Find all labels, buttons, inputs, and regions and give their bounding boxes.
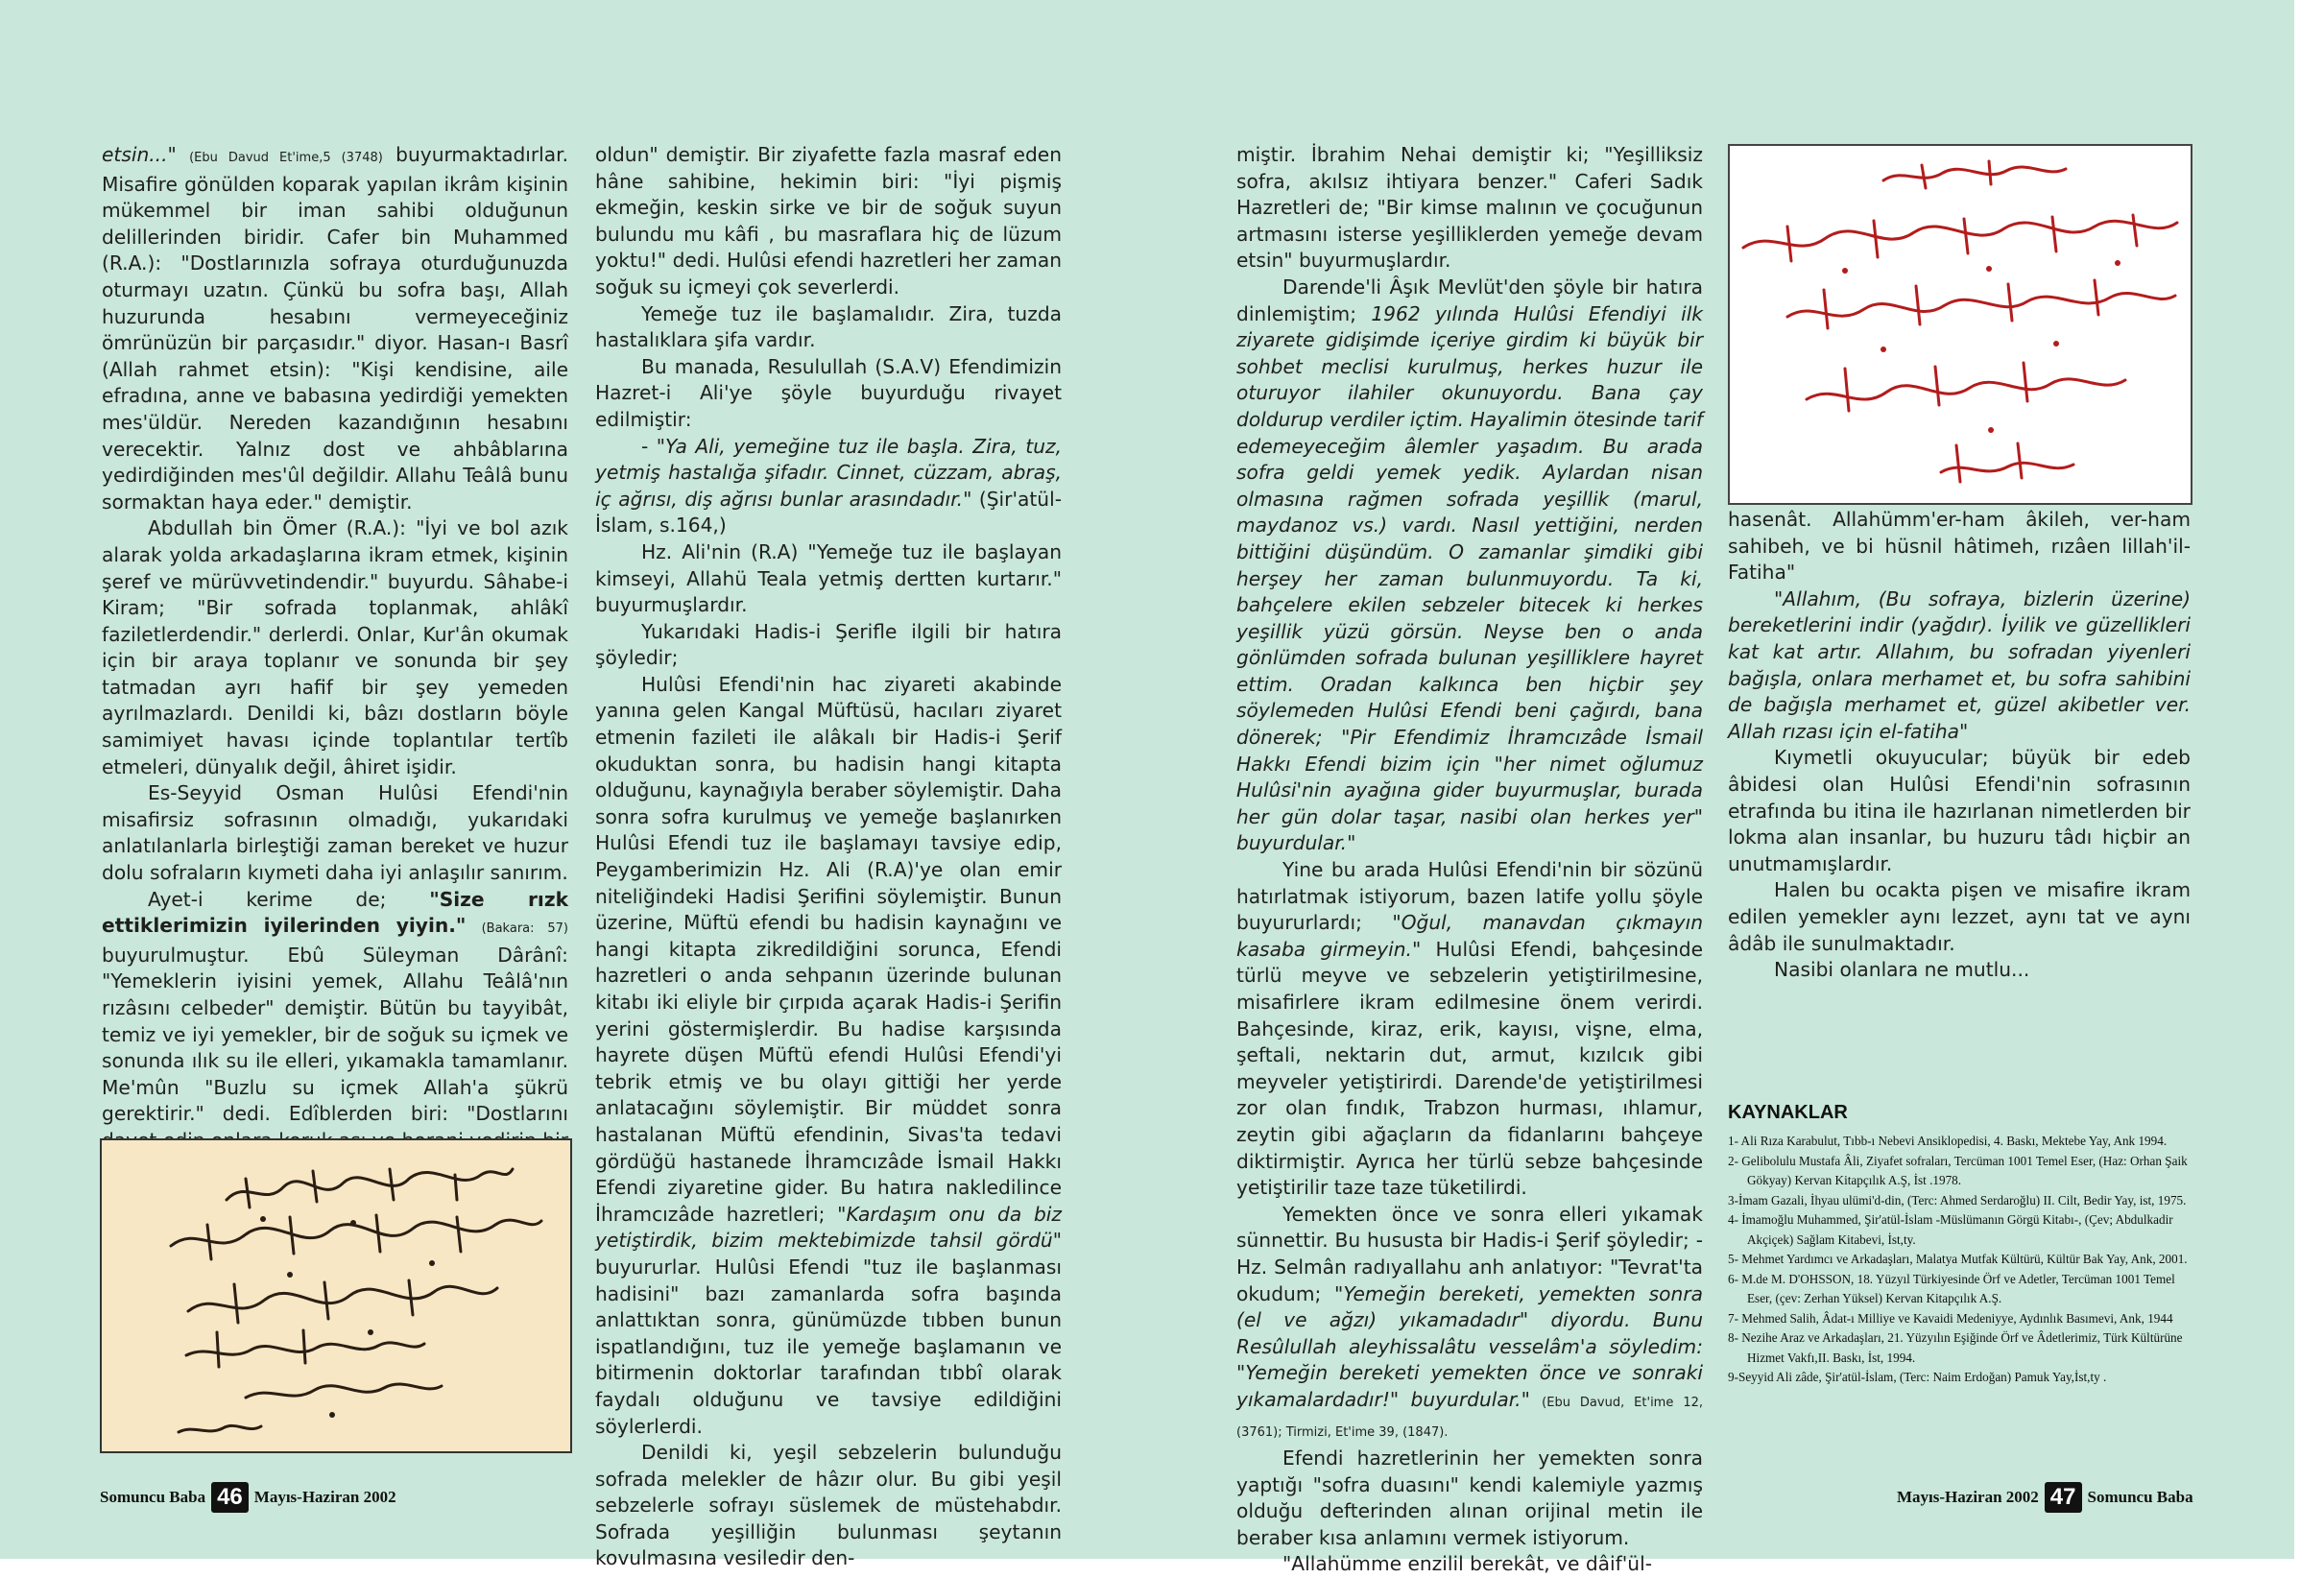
page-number: 47	[2045, 1482, 2082, 1513]
right-page-column-4	[1728, 507, 2191, 984]
paragraph: Abdullah bin Ömer (R.A.): "İyi ve bol azık alarak yolda arkadaşlarına ikram etmek, kişinin şeref ve mürüvvetindendir." buyurdu. Sâhabe-i Kiram; "Bir sofrada toplanmak, ahlâkî faziletlerdendir." derlerdi. Onlar, Kur'ân okumak için bir araya toplanır ve sonunda bir şey tatmadan ayrı hafif bir şey yemeden ayrılmazlardı. Denildi ki, bâzı dostların böyle samimiyet havası içinde toplantılar tertîb etmeleri, dünyalık değil, âhiret işidir.	[102, 516, 568, 778]
footer-date: Mayıs-Haziran 2002	[253, 1488, 396, 1506]
paragraph: Hz. Ali'nin (R.A) "Yemeğe tuz ile başlayan kimseyi, Allahü Teala yetmiş dertten kurtarır." buyurmuşlardır.	[595, 539, 1062, 617]
manuscript-image-arabic-red	[1728, 144, 2192, 505]
source-item: 4- İmamoğlu Muhammed, Şir'atül-İslam -Müslümanın Görgü Kitabı-, (Çev; Abdulkadir Akçiçek) Sağlam Kitabevi, İst,ty.	[1728, 1212, 2173, 1247]
right-page-column-3	[1236, 142, 1703, 1578]
paragraph: Bu manada, Resulullah (S.A.V) Efendimizin Hazret-i Ali'ye şöyle buyurduğu rivayet edilmiştir:	[595, 354, 1062, 431]
source-item: 8- Nezihe Araz ve Arkadaşları, 21. Yüzyılın Eşiğinde Örf ve Âdetlerimiz, Türk Kültürüne Hizmet Vakfı,II. Baskı, İst, 1994.	[1728, 1330, 2183, 1365]
source-item: 2- Gelibolulu Mustafa Âli, Ziyafet sofraları, Tercüman 1001 Temel Eser, (Haz: Orhan Şaik Gökyay) Kervan Kitapçılık A.Ş, İst .1978.	[1728, 1153, 2188, 1187]
paragraph: Kıymetli okuyucular; büyük bir edeb âbidesi olan Hulûsi Efendi'nin sofrasının etrafında bu itina ile hazırlanan nimetlerden bir lokma alan insanlar, bu huzuru tâdı hiçbir an unutmamışlardır.	[1728, 746, 2191, 875]
page-number: 46	[211, 1482, 249, 1513]
paragraph: Yemekten önce ve sonra elleri yıkamak sünnettir. Bu hususta bir Hadis-i Şerif şöyledir; - Hz. Selmân radıyallahu anh anlatıyor: "Tevrat'ta okudum; "Yemeğin bereketi, yemekten sonra (el ve ağzı) yıkamadadır" diyordu. Bunu Resûlullah aleyhissalâtu vesselâm'a söyledim: "Yemeğin bereketi yemekten önce ve sonraki yıkamalardadır!" buyurdular." (Ebu Davud, Et'ime 12, (3761); Tirmizi, Et'ime 39, (1847).	[1236, 1202, 1704, 1440]
paragraph: Es-Seyyid Osman Hulûsi Efendi'nin misafirsiz sofrasının olmadığı, yukarıdaki anlatılanlarla birleştiği zaman bereket ve huzur dolu sofraların kıymeti daha iyi anlaşılır sanırım.	[102, 781, 568, 885]
left-page-column-1	[102, 142, 568, 1181]
paragraph: Yemeğe tuz ile başlamalıdır. Zira, tuzda hastalıklara şifa vardır.	[595, 301, 1062, 352]
sources-title: KAYNAKLAR	[1728, 1102, 1848, 1123]
left-page-footer	[100, 1482, 396, 1513]
paragraph: "Allahım, (Bu sofraya, bizlerin üzerine) bereketlerini indir (yağdır). İyilik ve güzellikleri kat kat artır. Allahım, bu sofradan yiyenleri bağışla, onlara merhamet et, bu sofra sahibini de bağışla merhamet et, güzel akibetler ver. Allah rızası için el-fatiha"	[1728, 586, 2191, 743]
source-item: 3-İmam Gazali, İhyau ulümi'd-din, (Terc: Ahmed Serdaroğlu) II. Cilt, Bedir Yay, ist, 1975.	[1728, 1192, 2187, 1207]
source-item: 6- M.de M. D'OHSSON, 18. Yüzyıl Türkiyesinde Örf ve Adetler, Tercüman 1001 Temel Eser, (çev: Zerhan Yüksel) Kervan Kitapçılık A.Ş.	[1728, 1271, 2175, 1305]
footer-brand: Somuncu Baba	[2087, 1488, 2193, 1506]
paragraph: Darende'li Âşık Mevlüt'den şöyle bir hatıra dinlemiştim; 1962 yılında Hulûsi Efendiyi ilk ziyarete gidişimde içeriye girdim ki büyük bir sohbet meclisi kurulmuş, herkes huzur ile oturuyor ilahiler okunuyordu. Bana çay doldurup verdiler içtim. Hayalimin ötesinde tarif edemeyeceğim âlemler yaşadım. Bu arada sofra geldi yemek yedik. Aylardan nisan olmasına rağmen sofrada yeşillik (marul, maydanoz vs.) vardı. Nasıl yettiğini, nerden bittiğini düşündüm. O zamanlar şimdiki gibi herşey her zaman bulunmuyordu. Ta ki, bahçelere ekilen sebzeler bitecek ki herkes yeşillik yüzü görsün. Neyse ben o anda gönlümden sofrada bulunan yeşilliklere hayret ettim. Oradan kalkınca ben hiçbir şey söylemeden Hulûsi Efendi beni çağırdı, bana dönerek; "Pir Efendimiz İhramcızâde İsmail Hakkı Efendi bizim için "her nimet oğlumuz Hulûsi'nin ayağına gider buyurmuşlar, burada her gün dolar taşar, nasibi olan herkes yer" buyurdular."	[1236, 275, 1704, 855]
paragraph: oldun" demiştir. Bir ziyafette fazla masraf eden hâne sahibine, hekimin biri: "İyi pişmiş ekmeğin, keskin sirke ve bir de soğuk suyun bulundu mu kâfi , bu masraflara hiç de lüzum yoktu!" dedi. Hulûsi efendi hazretleri her zaman soğuk su içmeyi çok severlerdi.	[595, 143, 1062, 299]
sources-list	[1728, 1132, 2191, 1388]
sources-section	[1728, 1102, 2191, 1388]
footer-date: Mayıs-Haziran 2002	[1897, 1488, 2039, 1506]
paragraph: miştir. İbrahim Nehai demiştir ki; "Yeşilliksiz sofra, akılsız ihtiyara benzer." Caferi Sadık Hazretleri de; "Bir kimse malının ve çocuğunun artmasını isterse yeşilliklerden yemeğe devam etsin" buyurmuşlardır.	[1236, 143, 1703, 273]
paragraph: etsin..." (Ebu Davud Et'ime,5 (3748) buyurmaktadırlar. Misafire gönülden koparak yapılan ikrâm kişinin mükemmel bir iman sahibi olduğunun delillerinden biridir. Cafer bin Muhammed (R.A.): "Dostlarınızla sofraya oturduğunuzda oturmayı uzatın. Çünkü bu sofra başı, Allah huzurunda hesabını vermeyeceğiniz ömrünüzün bir parçasıdır." diyor. Hasan-ı Basrî (Allah rahmet etsin): "Kişi kendisine, aile efradına, anne ve babasına yedirdiği yemekten mes'üldür. Nereden kazandığının hesabını verecektir. Yalnız dost ve ahbâblarına yedirdiğinden mes'ûl değildir. Allahu Teâlâ bunu sormaktan haya eder." demiştir.	[102, 143, 569, 514]
source-item: 7- Mehmed Salih, Âdat-ı Milliye ve Kavaidi Medeniyye, Aydınlık Basımevi, Ank, 1944	[1728, 1310, 2173, 1326]
manuscript-image-arabic-black	[100, 1138, 572, 1453]
paragraph: Hulûsi Efendi'nin hac ziyareti akabinde yanına gelen Kangal Müftüsü, hacıları ziyaret etmenin fazileti ile alâkalı bir Hadis-i Şerif okuduktan sonra, bu hadisin hangi kitapta olduğunu, kaynağıyla beraber söylemiştir. Daha sonra sofra kurulmuş ve yemeğe başlanırken Hulûsi Efendi tuz ile başlamayı tavsiye edip, Peygamberimizin Hz. Ali (R.A)'ye olan emir niteliğindeki Hadisi Şerifini söylemiştir. Bunun üzerine, Müftü efendi bu hadisin kaynağını ve hangi kitapta zikredildiğini sorunca, Efendi hazretleri o anda sehpanın üzerinde bulunan kitabı iki eliyle bir çırpıda açarak Hadis-i Şerifin yerini göstermişlerdir. Bu hadise karşısında hayrete düşen Müftü efendi Hulûsi Efendi'yi tebrik etmiş ve bu olayı gittiği her yerde anlatacağını söylemiştir. Bir müddet sonra hastalanan Müftü efendinin, Sivas'ta tedavi gördüğü hastanede İhramcızâde İsmail Hakkı Efendi ziyaretine gider. Bu hatıra nakledilince İhramcızâde hazretleri; "Kardaşım onu da biz yetiştirdik, bizim mektebimizde tahsil gördü" buyururlar. Hulûsi Efendi "tuz ile başlanması hadisini" bazı zamanlarda sofra başında anlattıktan sonra, günümüzde tıbben bunun ispatlandığını, tuz ile yemeğe başlamanın ve bitirmenin doktorlar tarafından tıbbî olarak faydalı olduğunu ve tavsiye edildiğini söylerlerdi.	[595, 672, 1062, 1438]
footer-brand: Somuncu Baba	[100, 1488, 206, 1506]
paragraph: Halen bu ocakta pişen ve misafire ikram edilen yemekler aynı lezzet, aynı tat ve aynı âdâb ile sunulmaktadır.	[1728, 878, 2191, 955]
source-item: 5- Mehmet Yardımcı ve Arkadaşları, Malatya Mutfak Kültürü, Kültür Bak Yay, Ank, 2001.	[1728, 1252, 2188, 1266]
paragraph: Yukarıdaki Hadis-i Şerifle ilgili bir hatıra şöyledir;	[595, 619, 1062, 670]
paragraph: Efendi hazretlerinin her yemekten sonra yaptığı "sofra duasını" kendi kalemiyle yazmış olduğu defterinden alınan orijinal metin ile beraber kısa anlamını vermek istiyorum.	[1236, 1446, 1703, 1549]
paragraph: Nasibi olanlara ne mutlu...	[1774, 958, 2030, 982]
source-item: 9-Seyyid Ali zâde, Şir'atül-İslam, (Terc: Naim Erdoğan) Pamuk Yay,İst,ty .	[1728, 1370, 2107, 1384]
paragraph: Ayet-i kerime de; "Size rızk ettiklerimizin iyilerinden yiyin." (Bakara: 57) buyurulmuştur. Ebû Süleyman Dârânî: "Yemeklerin iyisini yemek, Allahu Teâlâ'nın rızâsını celbeder" demiştir. Bütün bu tayyibât, temiz ve iyi yemekler, bir de soğuk su içmek ve sonunda ılık su ile elleri, yıkamakla tamamlanır. Me'mûn "Buzlu su içmek Allah'a şükrü gerektirir." dedi. Edîblerden biri: "Dostlarını	[102, 887, 569, 1126]
paragraph: Yine bu arada Hulûsi Efendi'nin bir sözünü hatırlatmak istiyorum, bazen latife yollu şöyle buyururlardı; "Oğul, manavdan çıkmayın kasaba girmeyin." Hulûsi Efendi, bahçesinde türlü meyve ve sebzelerin yetiştirilmesine, misafirlere ikram edilmesine önem verirdi. Bahçesinde, kiraz, erik, kayısı, vişne, elma, şeftali, nektarin dut, armut, kızılcık gibi meyveler yetiştirirdi. Darende'de yetiştirilmesi zor olan fındık, Trabzon hurması, ıhlamur, zeytin gibi ağaçların da fidanlarını bahçeye diktirmiştir. Ayrıca her türlü sebze bahçesinde yetiştirilir taze taze tüketilirdi.	[1236, 858, 1703, 1200]
left-page-column-2	[595, 142, 1062, 1572]
source-item: 1- Ali Rıza Karabulut, Tıbb-ı Nebevi Ansiklopedisi, 4. Baskı, Mektebe Yay, Ank 1994.	[1728, 1134, 2168, 1148]
paragraph: hasenât. Allahümm'er-ham âkileh, ver-ham sahibeh, ve bi hüsnil hâtimeh, rızâen lillah'il-Fatiha"	[1728, 508, 2191, 585]
paragraph: - "Ya Ali, yemeğine tuz ile başla. Zira, tuz, yetmiş hastalığa şifadır. Cinnet, cüzzam, abraş, iç ağrısı, diş ağrısı bunlar arasındadır." (Şir'atül-İslam, s.164,)	[595, 434, 1063, 538]
right-page-footer	[1897, 1482, 2193, 1513]
paragraph: Denildi ki, yeşil sebzelerin bulunduğu sofrada melekler de hâzır olur. Bu gibi yeşil sebzelerle sofrayı süslemek de müstehabdır. Sofrada yeşilliğin bulunması şeytanın kovulmasına vesiledir den-	[595, 1441, 1062, 1570]
paragraph: "Allahümme enzilil berekât, ve dâif'ül-	[1282, 1552, 1652, 1576]
